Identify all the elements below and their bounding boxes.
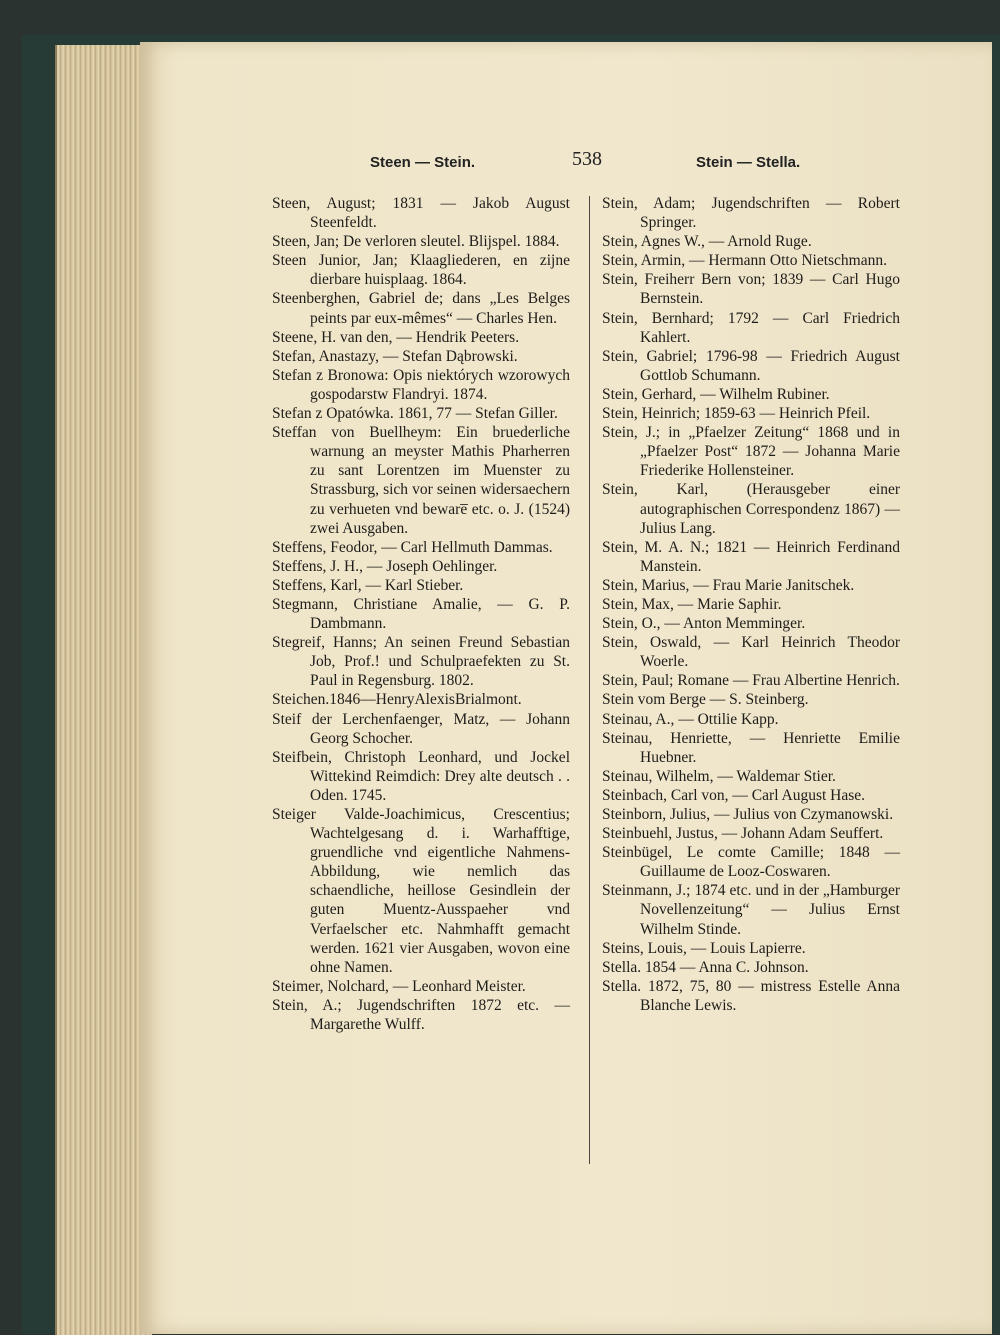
index-entry: Steene, H. van den, — Hendrik Peeters. [272,328,520,346]
index-entry: Steifbein, Christoph Leonhard, und Jockel Wittekind Reimdich: Drey alte deutsch . . Oden. 1745. [272,748,570,804]
index-entry: Stegmann, Christiane Amalie, — G. P. Dambmann. [272,595,570,633]
index-entry: Stein, Bernhard; 1792 — Carl Friedrich Kahlert. [602,309,900,346]
index-entry: Steffan von Buellheym: Ein bruederliche warnung an meyster Mathis Pharherren zu sant Lorentzen im Muenster zu Strassburg, sich vor seinen widersaechern zu verhueten vnd beware̅ etc. o. J. (1524) zwei Ausgaben. [272,424,570,537]
index-entry: Steichen.1846—HenryAlexisBrialmont. [272,691,522,709]
index-entry: Stein, Heinrich; 1859-63 — Heinrich Pfeil. [602,405,871,423]
left-column [272,194,570,1034]
index-entry: Stein, O., — Anton Memminger. [602,615,806,633]
header-left: Steen — Stein. [370,154,476,171]
index-entry: Steenberghen, Gabriel de; dans „Les Belges peints par eux-mêmes“ — Charles Hen. [272,290,570,327]
index-entry: Stefan z Opatówka. 1861, 77 — Stefan Giller. [272,405,558,423]
right-column [602,194,900,1015]
index-entry: Stein, Max, — Marie Saphir. [602,595,782,613]
index-entry: Steif der Lerchenfaenger, Matz, — Johann Georg Schocher. [272,710,570,747]
index-entry: Stein, A.; Jugendschriften 1872 etc. — Margarethe Wulff. [272,996,570,1034]
index-entry: Stein, Gabriel; 1796-98 — Friedrich August Gottlob Schumann. [602,347,900,384]
index-entry: Stein, Paul; Romane — Frau Albertine Henrich. [602,672,900,690]
index-entry: Stein, Agnes W., — Arnold Ruge. [602,233,812,251]
index-entry: Steinborn, Julius, — Julius von Czymanowski. [602,806,894,823]
index-entry: Steen Junior, Jan; Klaagliederen, en zijne dierbare huisplaag. 1864. [272,252,570,289]
index-entry: Stein, Marius, — Frau Marie Janitschek. [602,576,855,594]
index-entry: Steffens, Karl, — Karl Stieber. [272,576,464,594]
header-right: Stein — Stella. [696,154,801,171]
index-entry: Stein, J.; in „Pfaelzer Zeitung“ 1868 und in „Pfaelzer Post“ 1872 — Johanna Marie Friederike Hollensteiner. [602,424,900,480]
column-divider [589,196,590,1164]
index-entry: Steiger Valde-Joachimicus, Crescentius; Wachtelgesang d. i. Warhafftige, gruendliche vnd eigentliche Nahmens-Abbildung, wie nemlich das schaendliche, heillose Gesindlein der guten Muentz-Ausspaeher vnd Verfaelscher etc. Nahmhafft gemacht werden. 1621 vier Ausgaben, wovon eine ohne Namen. [272,806,570,976]
index-entry: Steen, Jan; De verloren sleutel. Blijspel. 1884. [272,233,560,251]
page-edges [55,45,152,1335]
index-entry: Stefan, Anastazy, — Stefan Dąbrowski. [272,347,518,365]
index-entry: Stein, Armin, — Hermann Otto Nietschmann. [602,252,887,270]
index-entry: Steinau, Henriette, — Henriette Emilie Huebner. [602,729,900,766]
index-entry: Stein, Freiherr Bern von; 1839 — Carl Hugo Bernstein. [602,271,900,308]
index-entry: Stein, Karl, (Herausgeber einer autographischen Correspondenz 1867) — Julius Lang. [602,481,900,537]
index-entry: Steinbügel, Le comte Camille; 1848 — Guillaume de Looz-Coswaren. [602,844,900,881]
index-entry: Stella. 1854 — Anna C. Johnson. [602,958,809,976]
index-entry: Stein, Oswald, — Karl Heinrich Theodor Woerle. [602,634,900,671]
index-entry: Steen, August; 1831 — Jakob August Steenfeldt. [272,195,570,232]
index-entry: Steinbach, Carl von, — Carl August Hase. [602,786,866,804]
index-entry: Stein, M. A. N.; 1821 — Heinrich Ferdinand Manstein. [602,538,900,575]
index-entry: Steinau, Wilhelm, — Waldemar Stier. [602,767,836,785]
index-entry: Steins, Louis, — Louis Lapierre. [602,939,806,957]
index-entry: Steinbuehl, Justus, — Johann Adam Seuffert. [602,825,884,843]
index-entry: Steffens, J. H., — Joseph Oehlinger. [272,557,498,575]
index-entry: Stegreif, Hanns; An seinen Freund Sebastian Job, Prof.! und Schulpraefekten zu St. Paul in Regensburg. 1802. [272,634,570,690]
index-entry: Steffens, Feodor, — Carl Hellmuth Dammas. [272,538,553,556]
running-header [0,148,1000,178]
index-entry: Stein vom Berge — S. Steinberg. [602,691,809,709]
index-entry: Steimer, Nolchard, — Leonhard Meister. [272,977,526,995]
index-entry: Stefan z Bronowa: Opis niektórych wzorowych gospodarstw Flandryi. 1874. [272,366,570,403]
page-number: 538 [572,148,602,170]
index-entry: Steinau, A., — Ottilie Kapp. [602,710,779,728]
index-entry: Stein, Adam; Jugendschriften — Robert Springer. [602,195,900,232]
index-entry: Steinmann, J.; 1874 etc. und in der „Hamburger Novellenzeitung“ — Julius Ernst Wilhelm Stinde. [602,882,900,938]
index-entry: Stella. 1872, 75, 80 — mistress Estelle Anna Blanche Lewis. [602,977,900,1014]
index-entry: Stein, Gerhard, — Wilhelm Rubiner. [602,385,830,403]
